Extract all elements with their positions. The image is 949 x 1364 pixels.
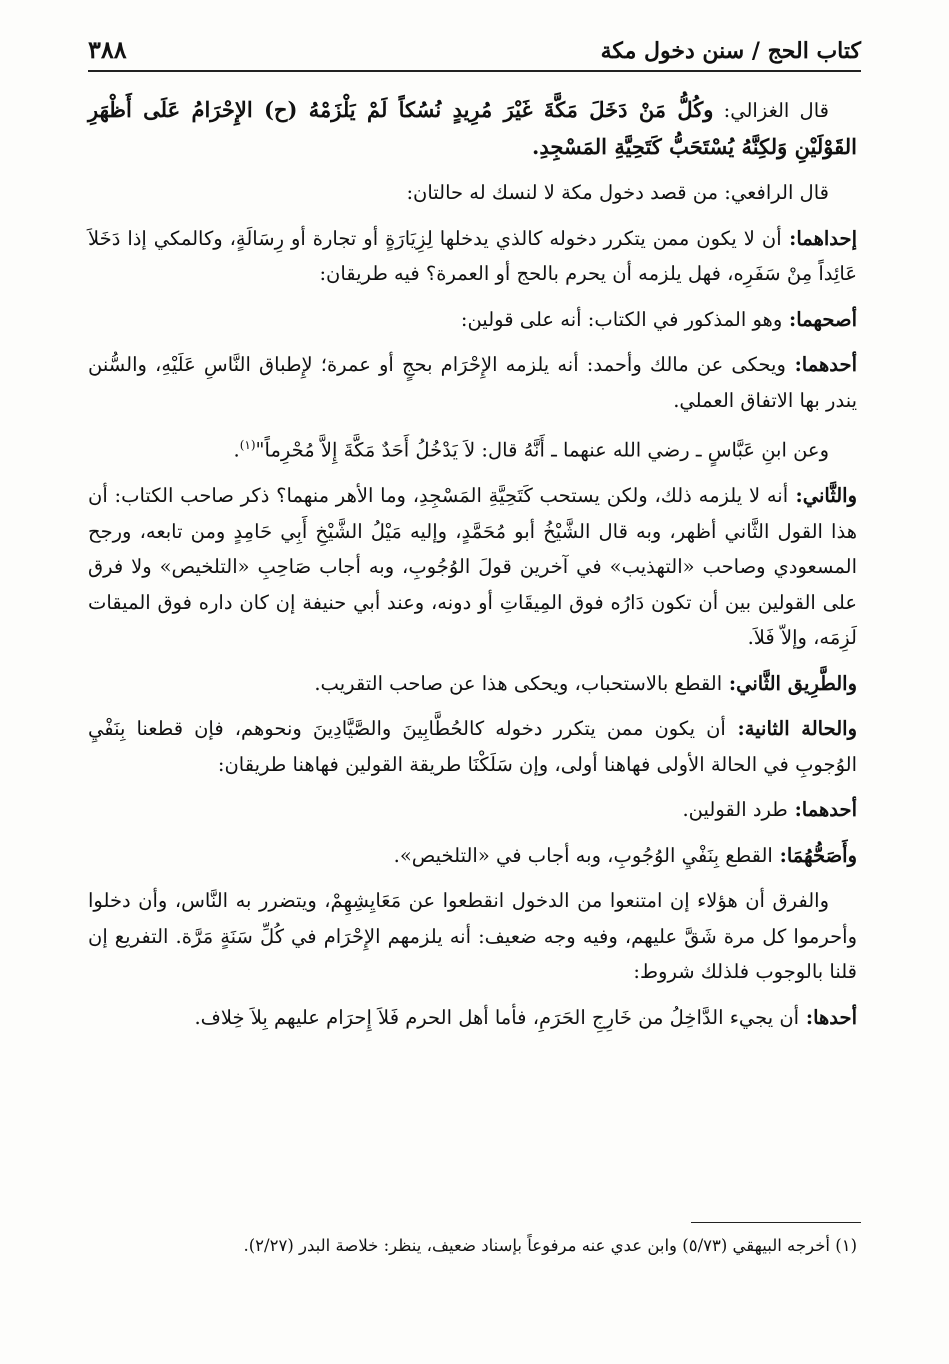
difference-paragraph — [88, 883, 857, 990]
paragraph-text: أن لا يكون ممن يتكرر دخوله كالذي يدخلها لِزِيَارَةٍ أو تجارة أو رِسَالَةٍ، وكالمكي إذا دَخَلاَ عَائِداً مِنْ سَفَرِه، فهل يلزمه أن يحرم بالحج أو العمرة؟ فيه طريقان: — [88, 226, 857, 285]
paragraph-lead: أحدها: — [799, 1005, 857, 1029]
paragraph-text: أن يجيء الدَّاخِلُ من خَارِجِ الحَرَمِ، فأما أهل الحرم فَلاَ إِحرَام عليهم بِلاَ خِلاف. — [194, 1005, 800, 1029]
soundest-view-paragraph — [88, 302, 857, 338]
paragraph-lead: والثَّاني: — [788, 484, 857, 507]
paragraph-lead: إحداهما: — [781, 226, 857, 250]
paragraph-text: طرد القولين. — [682, 798, 788, 821]
footnote-divider — [691, 1222, 861, 1223]
second-way-paragraph — [88, 666, 857, 702]
paragraph-text: القطع بالاستحباب، ويحكى هذا عن صاحب التقريب. — [314, 671, 723, 695]
rafii-intro-paragraph — [88, 175, 857, 211]
ibn-abbas-paragraph — [88, 428, 857, 468]
paragraph-lead: والطَّرِيق الثَّاني: — [722, 671, 857, 695]
main-text — [88, 92, 857, 1045]
soundest-way-paragraph — [88, 838, 857, 874]
ghazali-matn-paragraph — [88, 92, 857, 165]
first-condition-paragraph — [88, 1000, 857, 1036]
second-opinion-paragraph — [88, 478, 857, 656]
paragraph-lead: والحالة الثانية: — [725, 717, 857, 740]
footnote-marker: (١) — [239, 438, 256, 452]
paragraph-text: والفرق أن هؤلاء إن امتنعوا من الدخول انقطعوا عن مَعَايِشِهِمْ، ويتضرر به النَّاس، وأن دخلوا وأحرموا كل مرة شَقَّ عليهم، وفيه وجه ضعيف: أنه يلزمهم الإِحْرَام في كُلِّ سَنَةٍ مَرَّة. التفريع إن قلنا بالوجوب فلذلك شروط: — [88, 889, 857, 983]
paragraph-text: وعن ابنِ عَبَّاسٍ ـ رضي الله عنهما ـ أَنَّهُ قال: لاَ يَدْخُلُ أَحَدٌ مَكَّةَ إِلاَّ مُحْرِماً" — [255, 438, 829, 462]
paragraph-lead: أصحهما: — [782, 307, 857, 331]
second-case-paragraph — [88, 711, 857, 782]
footnote — [88, 1232, 857, 1260]
page-number: ٣٨٨ — [88, 35, 127, 64]
paragraph-lead: أحدهما: — [787, 798, 857, 821]
paragraph-tail: . — [233, 438, 240, 462]
paragraph-text: أنه لا يلزمه ذلك، ولكن يستحب كَتَحِيَّةِ المَسْجِدِ، وما الأهر منهما؟ ذكر صاحب الكتاب: أن هذا القول الثَّاني أظهر، وبه قال الشَّيْخُ أبو مُحَمَّدٍ، وإليه مَيْلُ الشَّيْخِ أَبِي حَامِدٍ ومن تابعه، ورجح المسعودي وصاحب «التهذيب» في آخرين قولَ الوُجُوبِ، وبه أجاب صَاحِبِ «التلخيص» ولا فرق على القولين بين أن تكون دَارُه فوق المِيقَاتِ أو دونه، وعند أبي حنيفة إن كان داره فوق الميقات لَزِمَه، وإلاّ فَلاَ. — [88, 484, 857, 649]
paragraph-text: وهو المذكور في الكتاب: أنه على قولين: — [460, 307, 783, 331]
matn-text: وكُلُّ مَنْ دَخَلَ مَكَّةَ غَيْرَ مُرِيدٍ نُسُكاً لَمْ يَلْزَمْهُ (ح) الإِحْرَامُ عَلَى أَظْهَرِ القَوْلَيْنِ وَلكِنَّهُ يُسْتَحَبُّ كَتَحِيَّةِ المَسْجِدِ. — [88, 97, 857, 159]
page-header — [88, 30, 861, 72]
paragraph-text: أن يكون ممن يتكرر دخوله كالحُطَّابِينَ والصَّيَّادِينَ ونحوهم، فإن قطعنا بِنَفْيِ الوُجوبِ في الحالة الأولى فهاهنا أولى، وإن سَلَكْنَا طريقة القولين فهاهنا طريقان: — [88, 717, 857, 776]
running-title: كتاب الحج / سنن دخول مكة — [600, 38, 861, 64]
first-way-paragraph — [88, 792, 857, 828]
paragraph-lead: أحدهما: — [785, 353, 857, 376]
first-case-paragraph — [88, 221, 857, 292]
paragraph-lead: قال الغزالي: — [713, 99, 829, 122]
footnote-text: (١) أخرجه البيهقي (٥/٧٣) وابن عدي عنه مرفوعاً بإسناد ضعيف، ينظر: خلاصة البدر (٢/٢٧). — [243, 1236, 857, 1255]
paragraph-text: ويحكى عن مالك وأحمد: أنه يلزمه الإِحْرَام بحجٍ أو عمرة؛ لإِطباق النَّاسِ عَلَيْهِ، والسُّنن يندر بها الاتفاق العملي. — [88, 353, 857, 412]
first-opinion-paragraph — [88, 347, 857, 418]
paragraph-text: قال الرافعي: من قصد دخول مكة لا لنسك له حالتان: — [406, 181, 829, 204]
paragraph-lead: وأَصَحُّهُمَا: — [772, 843, 857, 867]
paragraph-text: القطع بِنَفْيِ الوُجُوبِ، وبه أجاب في «التلخيص». — [393, 843, 773, 867]
